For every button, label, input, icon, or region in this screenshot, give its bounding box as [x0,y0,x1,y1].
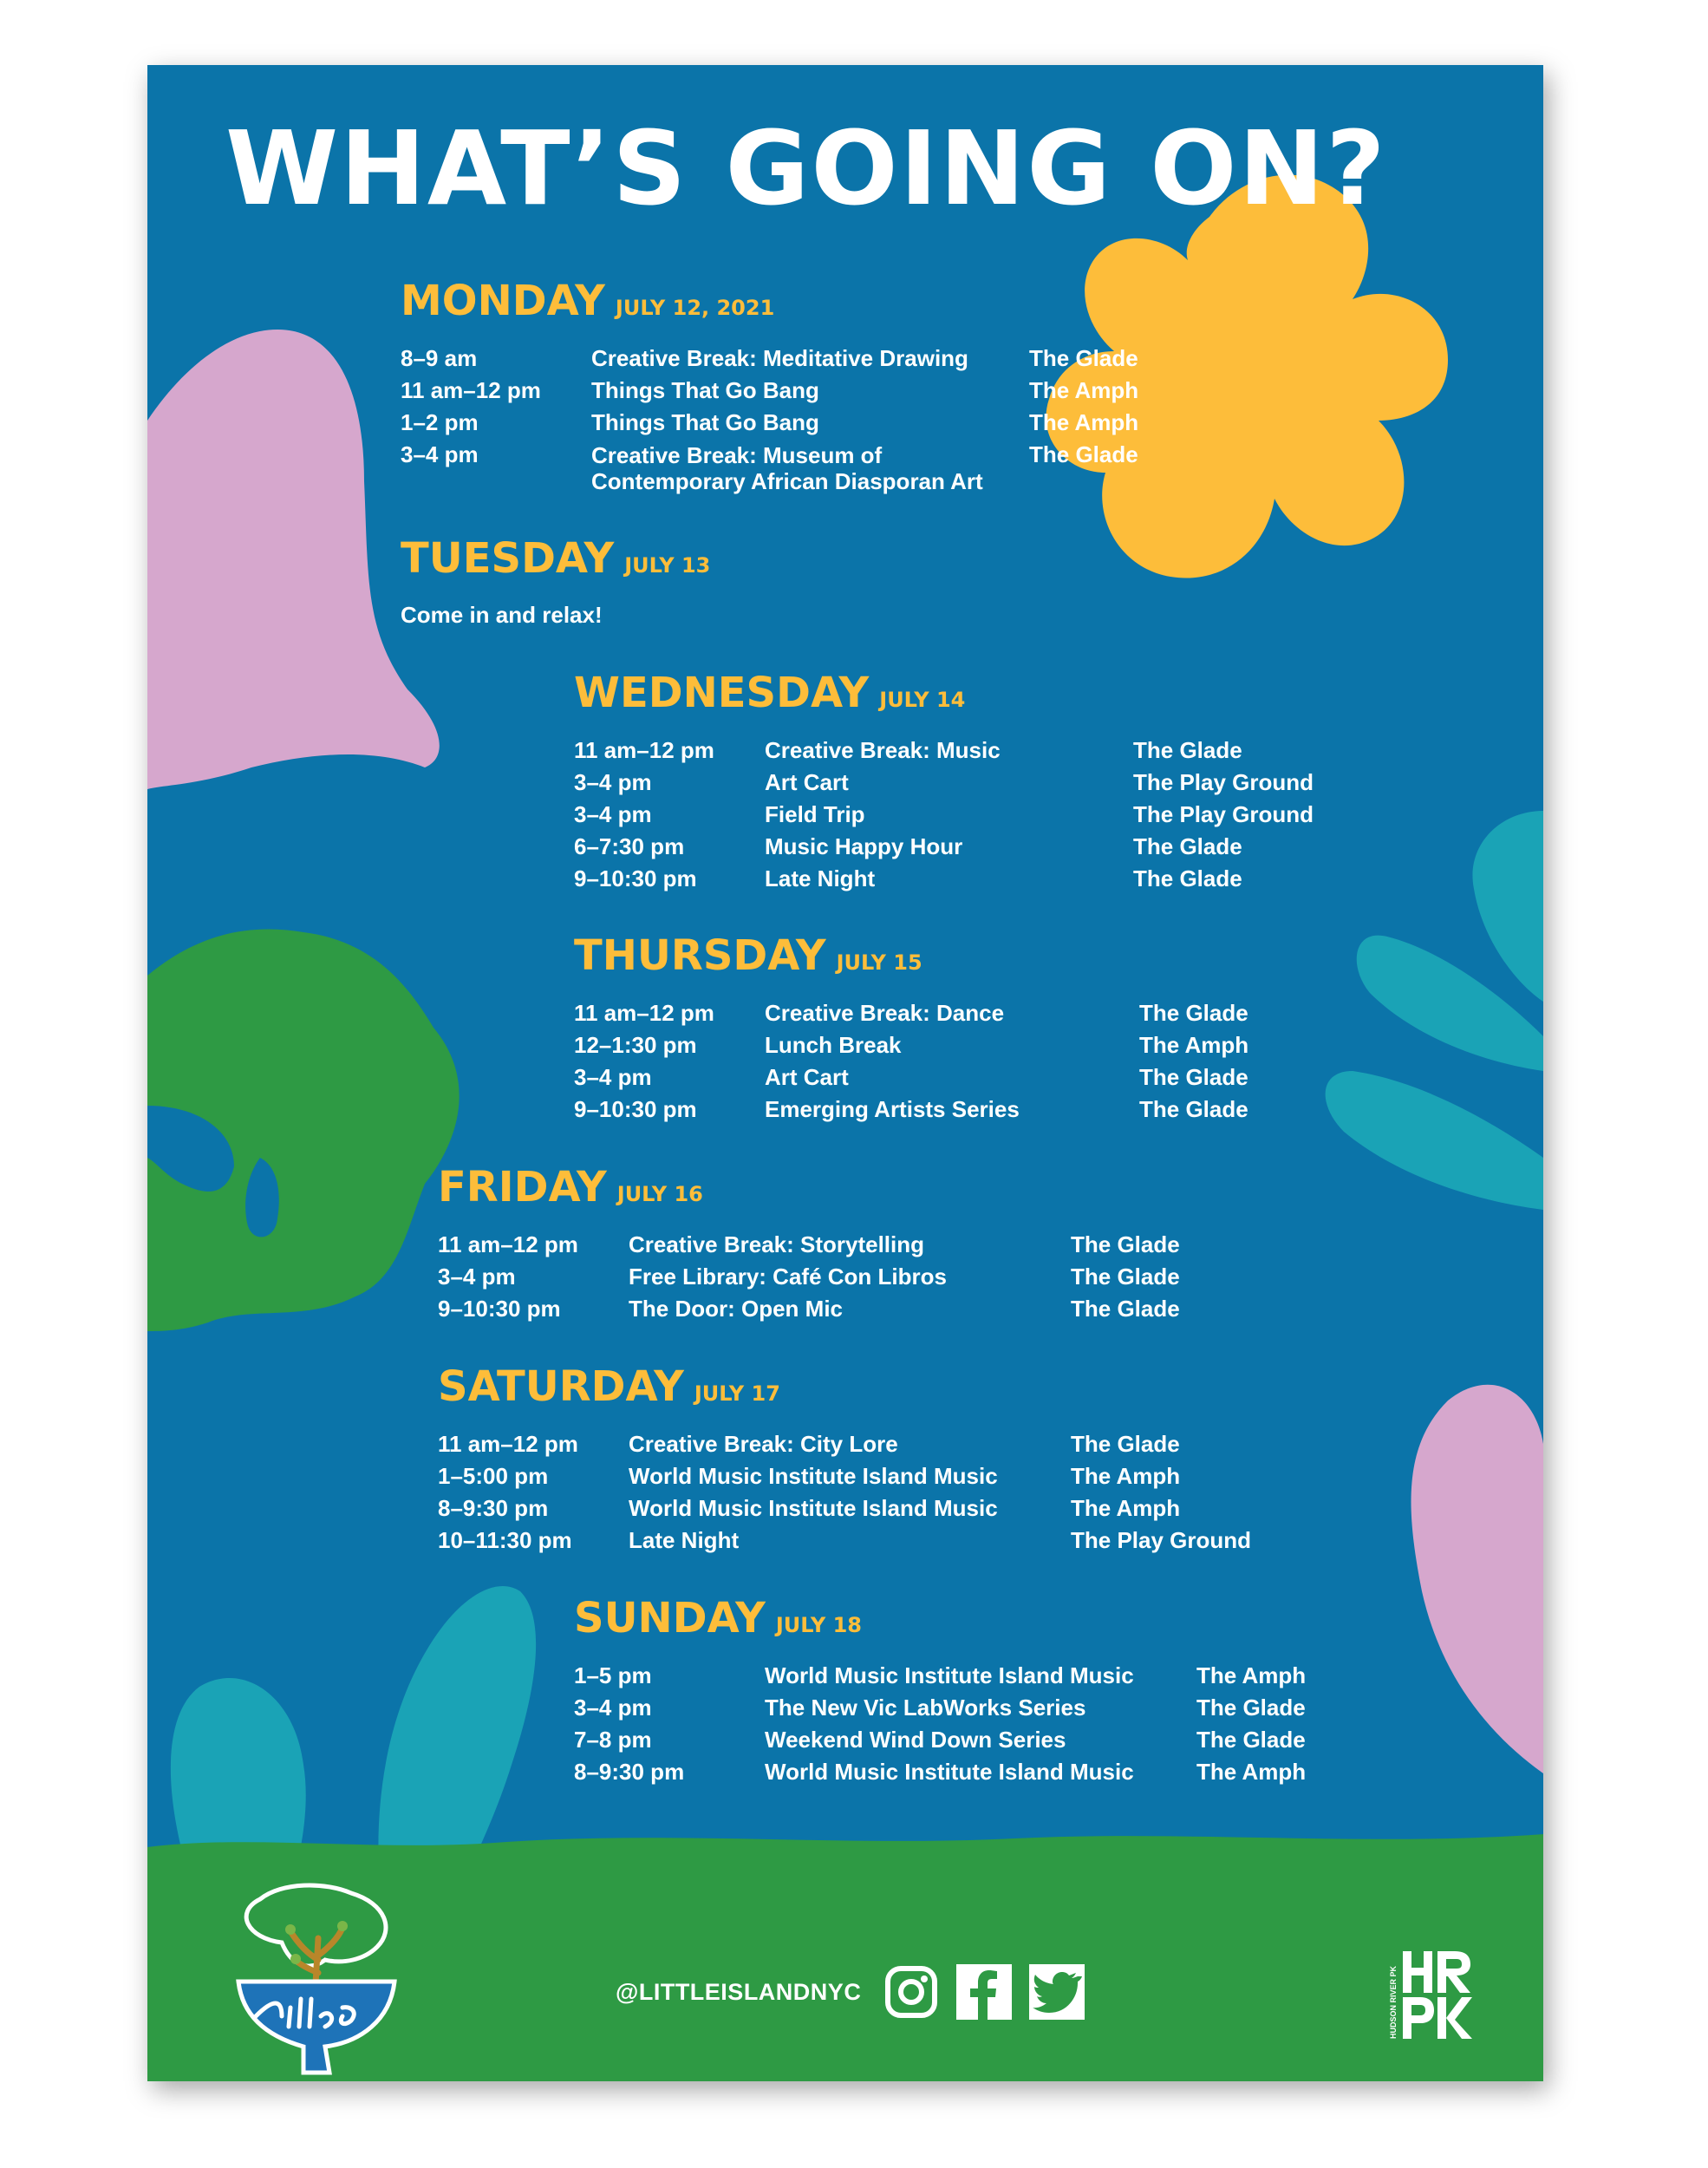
event-list [574,997,1249,1126]
event-activity: Emerging Artists Series [765,1096,1020,1122]
page-title: WHAT’S GOING ON? [225,108,1387,228]
event-activity: The Door: Open Mic [629,1296,843,1322]
event-time: 7–8 pm [574,1727,652,1753]
event-activity: Things That Go Bang [591,409,819,435]
event-activity: Field Trip [765,801,865,827]
event-list [574,735,1314,895]
event-row [574,1061,1248,1094]
event-place: The Amph [1139,1032,1249,1058]
event-list [438,1229,1180,1325]
day-name: SATURDAY [438,1362,684,1411]
event-activity: World Music Institute Island Music [765,1662,1134,1688]
event-row [574,799,1314,831]
event-activity: Creative Break: Dance [765,1000,1005,1026]
event-activity: Art Cart [765,769,849,795]
hrpk-small-text: HUDSON RIVER PK [1389,1965,1398,2039]
event-activity: Lunch Break [765,1032,902,1058]
event-row [574,1692,1306,1724]
day-date: JULY 16 [616,1182,703,1206]
event-place: The Glade [1139,1096,1248,1122]
event-time: 3–4 pm [574,769,652,795]
event-place: The Amph [1071,1463,1181,1489]
event-row [574,997,1248,1029]
event-list [401,343,1139,496]
day-date: JULY 12, 2021 [615,296,775,320]
event-row [574,1724,1306,1756]
event-place: The Play Ground [1133,801,1314,827]
day-heading [401,534,711,583]
event-time: 3–4 pm [401,441,479,467]
event-time: 9–10:30 pm [438,1296,561,1322]
event-row [401,407,1139,439]
event-list [574,1660,1307,1788]
event-time: 3–4 pm [574,801,652,827]
event-activity: Things That Go Bang [591,377,819,403]
event-time: 3–4 pm [438,1264,516,1290]
social-handle[interactable]: @LITTLEISLANDNYC [616,1978,862,2005]
event-place: The Amph [1071,1495,1181,1521]
event-place: The Amph [1029,409,1139,435]
day-note: Come in and relax! [401,602,603,628]
day-heading [574,1594,862,1642]
day-sunday [574,1594,1307,1788]
event-activity: World Music Institute Island Music [629,1495,998,1521]
event-row [574,863,1242,895]
lilac-shape-left [147,330,440,789]
day-name: MONDAY [401,277,605,325]
event-time: 9–10:30 pm [574,865,697,891]
event-activity: Creative Break: Music [765,737,1001,763]
event-activity: The New Vic LabWorks Series [765,1695,1086,1721]
twitter-icon[interactable] [1029,1964,1085,2020]
day-heading [574,931,922,980]
event-place: The Play Ground [1071,1527,1252,1553]
day-heading [438,1362,780,1411]
day-thursday [574,931,1249,1126]
event-activity: Music Happy Hour [765,833,963,859]
event-row [438,1293,1180,1325]
event-row [574,767,1314,799]
day-date: JULY 18 [775,1613,862,1637]
event-place: The Glade [1029,345,1138,371]
day-date: JULY 14 [879,688,966,712]
event-activity: Free Library: Café Con Libros [629,1264,947,1290]
event-place: The Amph [1029,377,1139,403]
event-place: The Glade [1071,1296,1180,1322]
teal-leaf-right-1 [1472,811,1543,1002]
day-wednesday [574,669,1314,895]
event-time: 11 am–12 pm [438,1431,578,1457]
event-row [401,375,1139,407]
event-row [438,1428,1180,1460]
event-place: The Glade [1196,1727,1306,1753]
day-heading [574,669,966,717]
event-time: 8–9 am [401,345,478,371]
day-name: THURSDAY [574,931,826,980]
event-place: The Glade [1071,1431,1180,1457]
event-row [438,1525,1252,1557]
event-activity: Weekend Wind Down Series [765,1727,1066,1753]
event-row [574,1660,1307,1692]
event-row [401,439,1138,496]
day-date: JULY 17 [694,1381,780,1406]
event-activity: World Music Institute Island Music [629,1463,998,1489]
day-name: SUNDAY [574,1594,766,1642]
event-activity: Creative Break: City Lore [629,1431,898,1457]
day-name: TUESDAY [401,534,615,583]
event-place: The Glade [1133,833,1242,859]
day-heading [401,277,775,325]
event-time: 12–1:30 pm [574,1032,697,1058]
instagram-icon[interactable] [883,1964,939,2020]
social-row [616,1964,1102,2020]
day-monday [401,277,1139,496]
event-place: The Glade [1196,1695,1306,1721]
event-place: The Glade [1139,1000,1248,1026]
event-activity: Late Night [765,865,876,891]
event-activity: Creative Break: Meditative Drawing [591,345,968,371]
event-place: The Amph [1196,1759,1307,1785]
event-row [574,1756,1307,1788]
day-tuesday [401,534,711,629]
event-time: 9–10:30 pm [574,1096,697,1122]
day-name: WEDNESDAY [574,669,870,717]
day-date: JULY 15 [836,950,922,975]
event-time: 6–7:30 pm [574,833,685,859]
event-time: 1–5:00 pm [438,1463,549,1489]
event-time: 10–11:30 pm [438,1527,572,1553]
event-place: The Glade [1071,1264,1180,1290]
event-row [401,343,1138,375]
event-list [438,1428,1252,1557]
event-row [438,1492,1181,1525]
event-activity: Creative Break: Museum of Contemporary African Diasporan Art [591,442,983,494]
event-time: 11 am–12 pm [574,1000,714,1026]
teal-leaf-right-3 [1326,1071,1543,1210]
poster [147,65,1543,2081]
event-time: 11 am–12 pm [401,377,541,403]
event-row [574,1029,1249,1061]
event-row [438,1261,1180,1293]
event-place: The Glade [1133,865,1242,891]
event-place: The Amph [1196,1662,1307,1688]
event-activity: World Music Institute Island Music [765,1759,1134,1785]
event-row [574,735,1242,767]
event-time: 8–9:30 pm [438,1495,549,1521]
day-date: JULY 13 [624,553,711,578]
event-row [438,1460,1181,1492]
event-time: 11 am–12 pm [574,737,714,763]
event-activity: Creative Break: Storytelling [629,1231,925,1257]
facebook-icon[interactable] [956,1964,1012,2020]
event-time: 8–9:30 pm [574,1759,685,1785]
event-time: 11 am–12 pm [438,1231,578,1257]
event-activity: Late Night [629,1527,740,1553]
event-activity: Art Cart [765,1064,849,1090]
day-heading [438,1163,703,1211]
lilac-heart-shape [1411,1385,1543,1773]
event-time: 3–4 pm [574,1695,652,1721]
day-name: FRIDAY [438,1163,607,1211]
hrpk-logo [1387,1947,1483,2042]
event-place: The Play Ground [1133,769,1314,795]
event-time: 3–4 pm [574,1064,652,1090]
event-place: The Glade [1071,1231,1180,1257]
event-row [574,831,1242,863]
event-place: The Glade [1133,737,1242,763]
event-row [438,1229,1180,1261]
event-place: The Glade [1139,1064,1248,1090]
event-time: 1–2 pm [401,409,479,435]
day-saturday [438,1362,1252,1557]
event-time: 1–5 pm [574,1662,652,1688]
event-row [574,1094,1248,1126]
event-place: The Glade [1029,441,1138,467]
little-island-logo [221,1877,420,2077]
day-friday [438,1163,1180,1325]
